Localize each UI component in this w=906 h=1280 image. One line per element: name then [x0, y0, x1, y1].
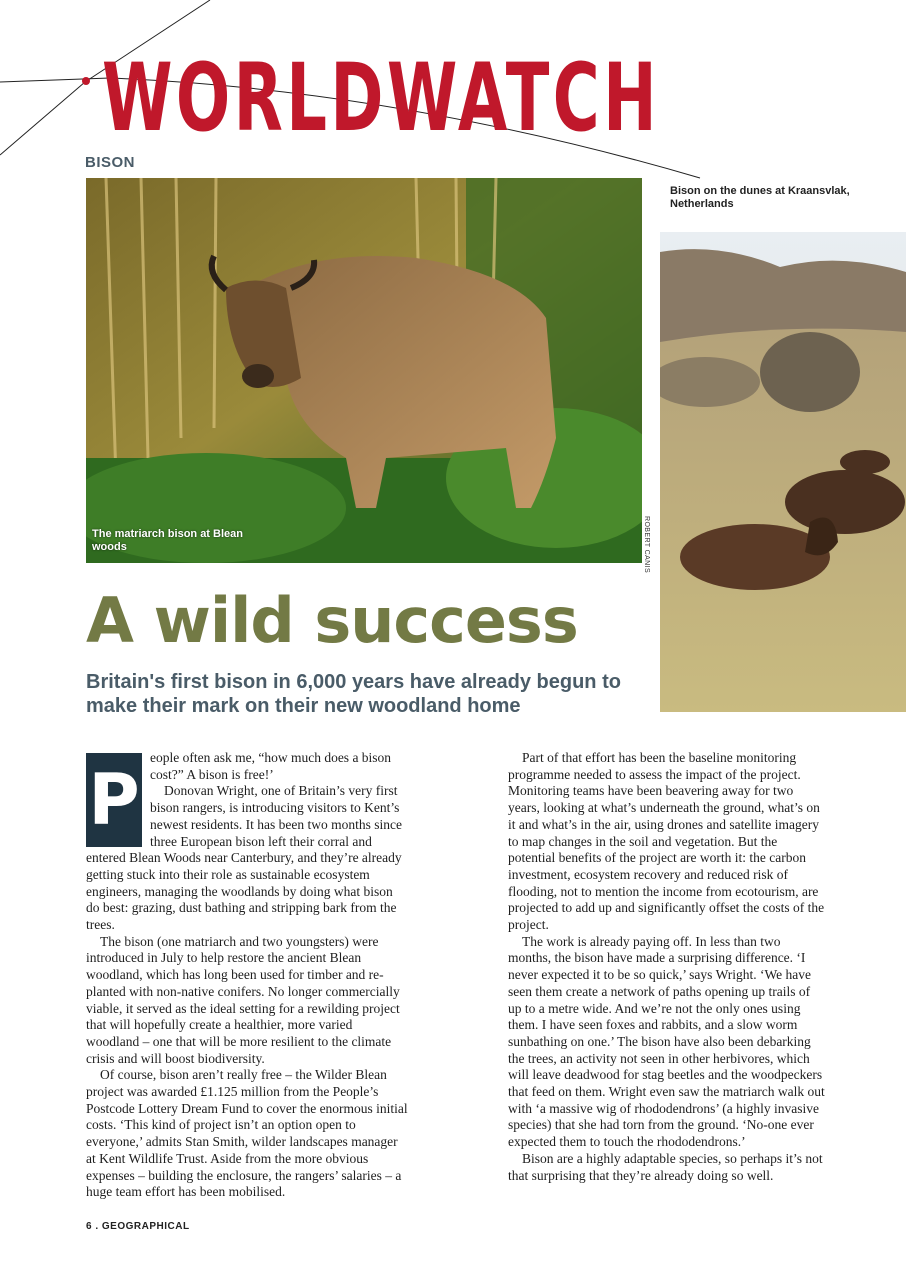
article-column-right — [508, 750, 826, 1184]
page-folio: 6 . GEOGRAPHICAL — [86, 1221, 190, 1232]
masthead-title: WORLDWATCH — [102, 44, 661, 153]
main-photo — [86, 178, 642, 563]
side-photo-caption: Bison on the dunes at Kraansvlak, Netherlands — [670, 185, 850, 210]
paragraph: Donovan Wright, one of Britain’s very first bison rangers, is introducing visitors to Kent’s newest residents. It has been two months since three European bison left their corral and entered Blean Woods near Canterbury, and they’re already getting stuck into their role as sustainable ecosystem engineers, managing the woodlands by doing what bison do best: grazing, dust bathing and stripping bark from the trees. — [86, 783, 402, 933]
section-tag: BISON — [85, 154, 136, 171]
paragraph: Part of that effort has been the baseline monitoring programme needed to assess the impact of the project. Monitoring teams have been beavering away for two years, looking at what’s underneath the ground, what’s on it and what’s in the air, using drones and satellite imagery to map changes in the soil and vegetation. But the potential benefits of the project are worth it: the carbon investment, ecosystem recovery and reduced risk of flooding, not to mention the income from ecotourism, are projected to add up and significantly offset the costs of the project. — [508, 750, 825, 933]
article-standfirst: Britain's first bison in 6,000 years have already begun to make their mark on their new woodland home — [86, 671, 621, 717]
drop-cap: P — [86, 753, 142, 847]
paragraph: The work is already paying off. In less than two months, the bison have made a surprising difference. ‘I never expected it to be so quick,’ says Wright. ‘We have seen them create a network of paths opening up trails of up to a metre wide. And we’re not the only ones using them. I have seen foxes and rabbits, and a slow worm sunbathing on one.’ The bison have also been debarking the trees, an activity not seen in other herbivores, which will leave deadwood for stag beetles and the woodpeckers that feed on them. Wright even saw the matriarch walk out with ‘a massive wig of rhododendrons’ (a highly invasive species) that she had torn from the ground. ‘No-one ever expected them to touch the rhododendrons.’ — [508, 933, 825, 1150]
paragraph: Bison are a highly adaptable species, so perhaps it’s not that surprising that they’re already doing so well. — [508, 1150, 823, 1183]
paragraph: Of course, bison aren’t really free – the Wilder Blean project was awarded £1.125 million from the People’s Postcode Lottery Dream Fund to cover the enormous initial costs. ‘This kind of project isn’t an option open to everyone,’ admits Stan Smith, wilder landscapes manager at Kent Wildlife Trust. Aside from the more obvious expenses – building the enclosure, the rangers’ salaries – a huge team effort has been mobilised. — [86, 1067, 408, 1200]
photo-credit: ROBERT CANIS — [643, 516, 650, 574]
paragraph: eople often ask me, “how much does a bison cost?” A bison is free!’ — [150, 750, 392, 782]
main-photo-caption: The matriarch bison at Blean woods — [92, 528, 243, 553]
side-photo — [660, 232, 906, 712]
paragraph: The bison (one matriarch and two youngsters) were introduced in July to help restore the ancient Blean woodland, which has long been used for timber and re-planted with non-native conifers. No longer commercially viable, it served as the ideal setting for a rewilding project that will hopefully create a healthier, more varied woodland – one that will be more resilient to the climate crisis and will boost biodiversity. — [86, 933, 400, 1066]
article-column-left — [86, 750, 408, 1201]
article-headline: A wild success — [86, 584, 578, 657]
